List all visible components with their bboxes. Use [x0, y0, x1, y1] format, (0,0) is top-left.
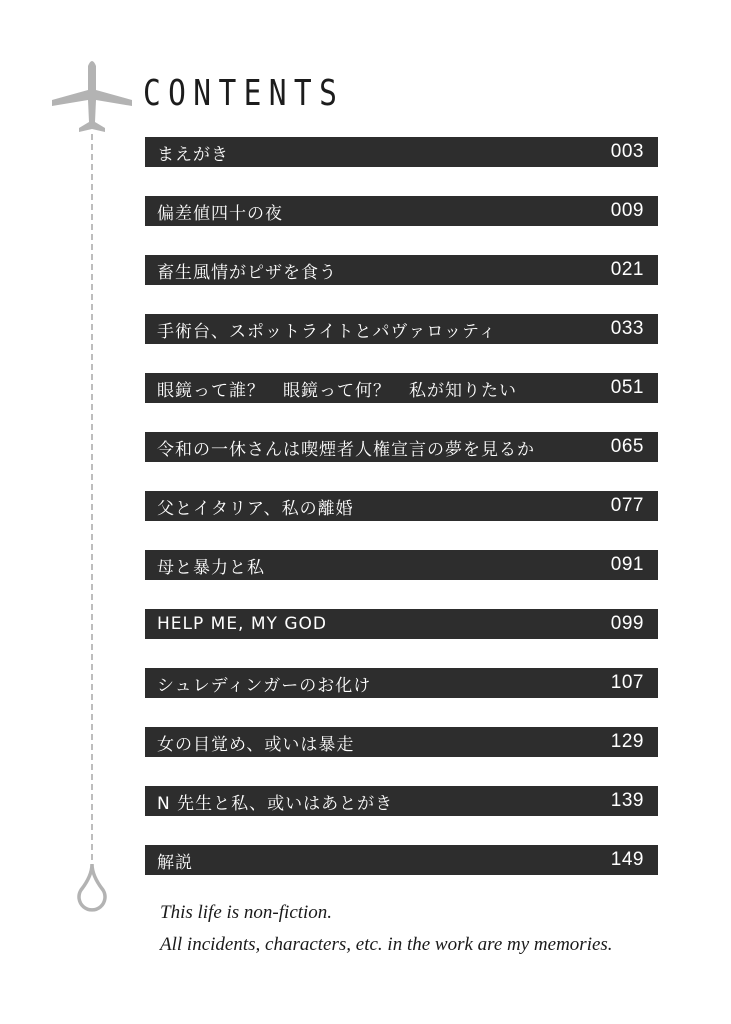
toc-entry-title: 母と暴力と私 — [157, 557, 265, 578]
toc-entry-page: 129 — [610, 731, 644, 752]
toc-entry[interactable] — [145, 432, 658, 462]
toc-entry[interactable] — [145, 314, 658, 344]
toc-entry-page: 051 — [610, 377, 644, 398]
toc-entry[interactable] — [145, 727, 658, 757]
toc-entry-title: 令和の一休さんは喫煙者人権宣言の夢を見るか — [157, 439, 535, 460]
toc-entry-title: HELP ME, MY GOD — [157, 614, 327, 634]
toc-entry-title: 偏差値四十の夜 — [157, 203, 283, 224]
toc-entry-title: シュレディンガーのお化け — [157, 675, 372, 696]
toc-entry-page: 033 — [610, 318, 644, 339]
toc-entry-page: 021 — [610, 259, 644, 280]
table-of-contents — [145, 137, 658, 904]
page-title: CONTENTS — [143, 73, 345, 114]
toc-entry[interactable] — [145, 255, 658, 285]
toc-entry[interactable] — [145, 845, 658, 875]
toc-entry-page: 077 — [610, 495, 644, 516]
toc-entry-page: 107 — [610, 672, 644, 693]
toc-entry-title: 手術台、スポットライトとパヴァロッティ — [157, 321, 497, 342]
toc-entry[interactable] — [145, 491, 658, 521]
toc-entry[interactable] — [145, 196, 658, 226]
flight-path-line — [91, 134, 93, 870]
toc-entry-title: 女の目覚め、或いは暴走 — [157, 734, 355, 755]
toc-entry-page: 149 — [610, 849, 644, 870]
toc-entry-title: 解説 — [157, 852, 193, 873]
toc-entry[interactable] — [145, 786, 658, 816]
toc-entry-title: まえがき — [157, 144, 229, 165]
toc-entry-title: 眼鏡って誰？ 眼鏡って何？ 私が知りたい — [157, 380, 517, 401]
toc-entry-page: 139 — [610, 790, 644, 811]
toc-entry[interactable] — [145, 668, 658, 698]
airplane-icon — [50, 56, 134, 136]
toc-entry-title: 畜生風情がピザを食う — [157, 262, 337, 283]
toc-entry[interactable] — [145, 373, 658, 403]
toc-entry-page: 003 — [610, 141, 644, 162]
toc-entry-page: 091 — [610, 554, 644, 575]
footer-note — [160, 897, 700, 961]
toc-entry-page: 099 — [610, 613, 644, 634]
toc-entry-page: 009 — [610, 200, 644, 221]
toc-entry[interactable] — [145, 609, 658, 639]
toc-entry-title: 父とイタリア、私の離婚 — [157, 498, 354, 519]
footer-line: This life is non-fiction. — [160, 902, 333, 923]
toc-entry-title: N 先生と私、或いはあとがき — [157, 793, 394, 814]
footer-line: All incidents, characters, etc. in the work are my memories. — [160, 934, 613, 955]
toc-entry-page: 065 — [610, 436, 644, 457]
location-pin-icon — [75, 862, 109, 914]
toc-entry[interactable] — [145, 137, 658, 167]
toc-entry[interactable] — [145, 550, 658, 580]
